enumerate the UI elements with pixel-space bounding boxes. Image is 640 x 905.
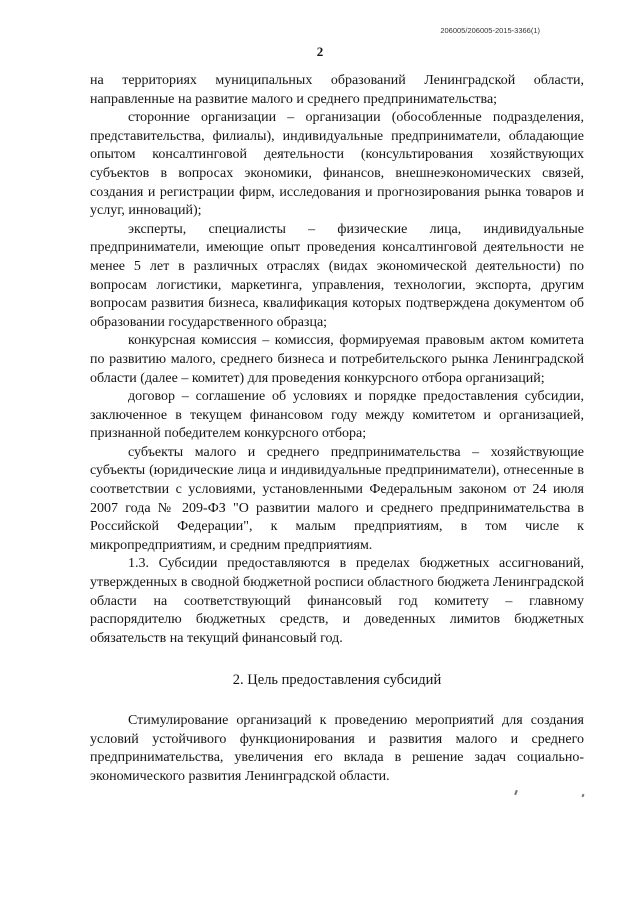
paragraph-agreement: договор – соглашение об условиях и порядке предоставления субсидии, заключенное в текущем финансовом году между комитетом и организацией, признанной победителем конкурсного отбора; [90,389,584,442]
paragraph-section-2: Стимулирование организаций к проведению мероприятий для создания условий устойчивого функционирования и развития малого и среднего предпринимательства, увеличения его вклада в решение задач социально-экономического развития Ленинградской области. [90,713,584,784]
scan-speck [582,794,585,798]
document-body [90,72,584,786]
paragraph-third-party-orgs: сторонние организации – организации (обособленные подразделения, представительства, филиалы), индивидуальные предприниматели, обладающие опытом консалтинговой деятельности (консультирования хозяйствующих субъектов в вопросах экономики, финансов, внешнеэкономических связей, создания и регистрации фирм, исследования и прогнозирования рынка товаров и услуг, инноваций); [90,110,584,219]
paragraph-sme-subjects: субъекты малого и среднего предпринимательства – хозяйствующие субъекты (юридические лица и индивидуальные предприниматели), отнесенные в соответствии с условиями, установленными Федеральным законом от 24 июля 2007 года № 209-ФЗ "О развитии малого и среднего предпринимательства в Российской Федерации", к малым предприятиям, в том числе к микропредприятиям, и средним предприятиям. [90,444,584,553]
paragraph-continuation: на территориях муниципальных образований Ленинградской области, направленные на развитие малого и среднего предпринимательства; [90,73,584,107]
scan-speck [514,790,518,795]
document-id: 206005/206005-2015-3366(1) [440,26,540,35]
section-heading: 2. Цель предоставления субсидий [232,672,442,689]
paragraph-experts: эксперты, специалисты – физические лица, индивидуальные предприниматели, имеющие опыт проведения консалтинговой деятельности не менее 5 лет в различных отраслях (видах экономической деятельности) по вопросам логистики, маркетинга, управления, технологии, экспорта, другим вопросам развития бизнеса, квалификация которых подтверждена документом об образовании государственного образца; [90,221,584,330]
page-number: 2 [316,44,324,59]
paragraph-commission: конкурсная комиссия – комиссия, формируемая правовым актом комитета по развитию малого, среднего бизнеса и потребительского рынка Ленинградской области (далее – комитет) для проведения конкурсного отбора организаций; [90,333,584,386]
paragraph-1-3: 1.3. Субсидии предоставляются в пределах бюджетных ассигнований, утвержденных в сводной бюджетной росписи областного бюджета Ленинградской области на соответствующий финансовый год комитету – главному распорядителю бюджетных средств, и доведенных лимитов бюджетных обязательств на текущий финансовый год. [90,556,584,646]
